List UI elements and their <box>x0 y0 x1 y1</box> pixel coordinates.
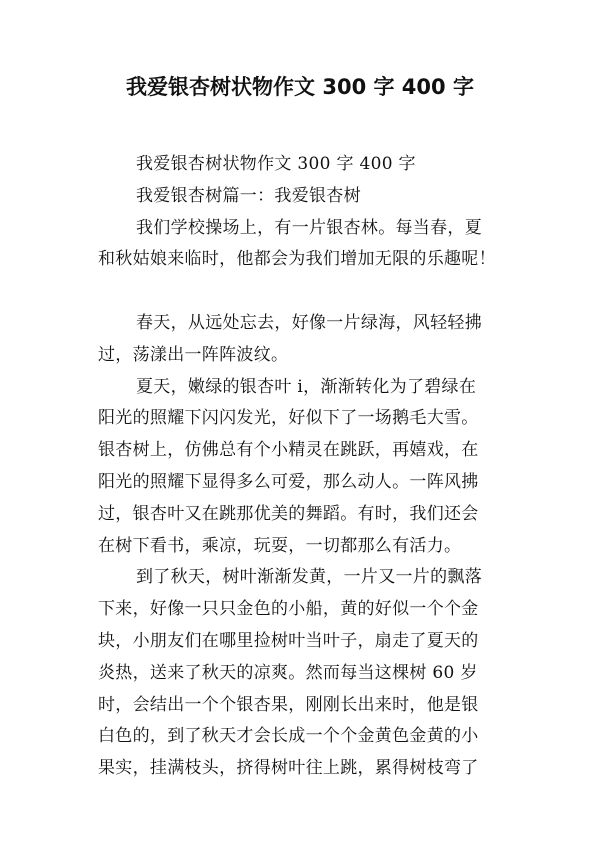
text-line: 阳光的照耀下显得多么可爱，那么动人。一阵风拂 <box>98 471 479 492</box>
document-body <box>98 149 508 785</box>
text-line: 到了秋天，树叶渐渐发黄，一片又一片的飘落 <box>136 567 482 588</box>
document-title: 我爱银杏树状物作文 300 字 400 字 <box>126 75 474 99</box>
text-line: 春天，从远处忘去，好像一片绿海，风轻轻拂 <box>136 312 482 333</box>
text-line: 我爱银杏树状物作文 300 字 400 字 <box>136 154 416 174</box>
text-line: 块，小朋友们在哪里捡树叶当叶子，扇走了夏天的 <box>98 630 479 651</box>
text-line: 过，银杏叶又在跳那优美的舞蹈。有时，我们还会 <box>98 503 479 524</box>
text-line: 和秋姑娘来临时，他都会为我们增加无限的乐趣呢！ <box>98 249 496 270</box>
text-line: 夏天，嫩绿的银杏叶 i，渐渐转化为了碧绿在 <box>136 376 477 397</box>
text-line: 过，荡漾出一阵阵波纹。 <box>98 344 289 365</box>
text-line: 时，会结出一个个银杏果，刚刚长出来时，他是银 <box>98 694 479 715</box>
text-line: 我们学校操场上，有一片银杏林。每当春，夏 <box>136 217 482 238</box>
text-line: 阳光的照耀下闪闪发光，好似下了一场鹅毛大雪。 <box>98 408 479 429</box>
blank-line <box>98 276 508 308</box>
text-line: 银杏树上，仿佛总有个小精灵在跳跃，再嬉戏，在 <box>98 440 479 461</box>
text-line: 在树下看书，乘凉，玩耍，一切都那么有活力。 <box>98 535 462 556</box>
text-line: 下来，好像一只只金色的小船，黄的好似一个个金 <box>98 599 479 620</box>
text-line: 炎热，送来了秋天的凉爽。然而每当这棵树 60 岁 <box>98 662 478 683</box>
text-line: 果实，挂满枝头，挤得树叶往上跳，累得树枝弯了 <box>98 758 479 779</box>
text-line: 我爱银杏树篇一：我爱银杏树 <box>136 185 361 206</box>
text-line: 白色的，到了秋天才会长成一个个金黄色金黄的小 <box>98 726 479 747</box>
